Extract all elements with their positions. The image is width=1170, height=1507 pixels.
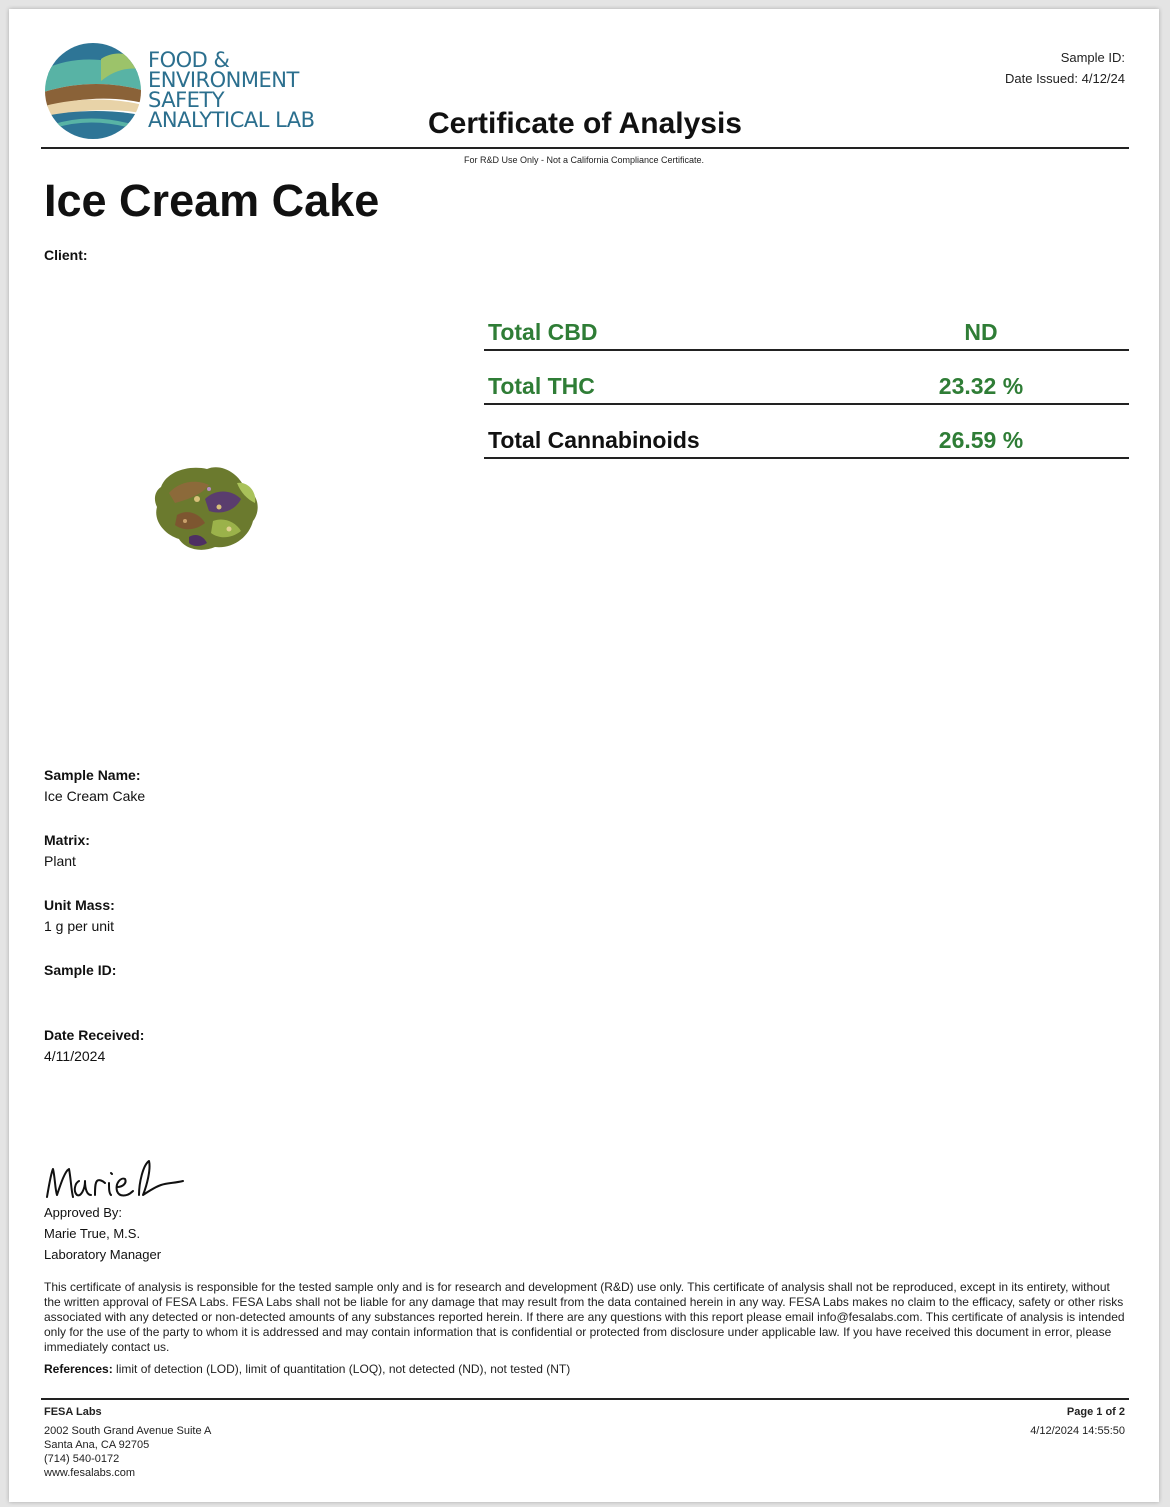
product-name: Ice Cream Cake: [44, 175, 380, 226]
signature: [43, 1155, 188, 1207]
product-photo: [149, 459, 264, 554]
unit-mass-field: Unit Mass: 1 g per unit: [44, 897, 115, 934]
footer-website[interactable]: www.fesalabs.com: [44, 1467, 136, 1479]
sample-name-field: Sample Name: Ice Cream Cake: [44, 767, 146, 804]
matrix-field: Matrix: Plant: [44, 832, 90, 869]
header-date-issued: Date Issued: 4/12/24: [1005, 71, 1125, 86]
client-label: Client:: [44, 247, 88, 263]
logo-line-2: ENVIRONMENT: [148, 68, 299, 92]
approval-block: [44, 1202, 161, 1265]
total-cbd-row: [484, 304, 1129, 351]
certificate-page: [9, 9, 1159, 1502]
total-cannabinoids-value: 26.59 %: [938, 427, 1024, 453]
approver-title: Laboratory Manager: [44, 1247, 162, 1262]
footer-phone: (714) 540-0172: [44, 1453, 120, 1465]
disclaimer-text: This certificate of analysis is responsible for the tested sample only and is for research and development (R&D) use only. This certificate of analysis shall not be reproduced, except in its entirety, without the written approval of FESA Labs. FESA Labs shall not be liable for any damage that may result from the data contained herein in any way. FESA Labs makes no claim to the efficacy, safety or other risks associated with any detected or non-detected amounts of any substances reported herein. If there are any questions with this report please email info@fesalabs.com. This certificate of analysis is intended only for the use of the party to whom it is addressed and may contain information that is confidential or protected from disclosure under applicable law. If you have received this document in error, please immediately contact us.: [44, 1280, 1125, 1354]
sample-info: [44, 767, 145, 1092]
header-sample-id: Sample ID:: [1060, 50, 1125, 65]
total-cbd-value: ND: [964, 319, 998, 345]
lab-logo-text: [148, 50, 315, 130]
total-thc-value: 23.32 %: [938, 373, 1024, 399]
total-cannabinoids-row: [484, 405, 1129, 459]
total-cannabinoids-label: Total Cannabinoids: [488, 427, 700, 453]
logo-line-4: ANALYTICAL LAB: [148, 108, 315, 132]
footer-address-line1: 2002 South Grand Avenue Suite A: [44, 1425, 212, 1437]
page-number: Page 1 of 2: [1066, 1406, 1125, 1418]
footer-lab-name: FESA Labs: [44, 1406, 102, 1418]
header-meta: [1005, 47, 1125, 89]
footer-address-line2: Santa Ana, CA 92705: [44, 1439, 150, 1451]
approved-by-label: Approved By:: [44, 1205, 123, 1220]
cannabinoid-totals-table: [484, 304, 1129, 459]
references-label: References:: [44, 1362, 113, 1376]
rd-use-note: For R&D Use Only - Not a California Compliance Certificate.: [463, 155, 705, 165]
sample-id-field: Sample ID:: [44, 962, 117, 978]
header-divider: [41, 147, 1129, 149]
references: [44, 1362, 570, 1376]
fesa-logo-icon: [41, 41, 151, 141]
footer-timestamp: 4/12/2024 14:55:50: [1030, 1425, 1125, 1437]
date-received-field: Date Received: 4/11/2024: [44, 1027, 145, 1064]
footer-address: [44, 1405, 211, 1480]
total-thc-label: Total THC: [488, 373, 595, 399]
references-text: limit of detection (LOD), limit of quantitation (LOQ), not detected (ND), not tested (NT): [116, 1362, 571, 1376]
footer-divider: [41, 1398, 1129, 1400]
total-cbd-label: Total CBD: [488, 319, 598, 345]
logo-line-1: FOOD &: [148, 48, 230, 72]
total-thc-row: [484, 351, 1129, 405]
approver-name: Marie True, M.S.: [44, 1226, 141, 1241]
footer-page-info: [1030, 1405, 1125, 1438]
logo-line-3: SAFETY: [148, 88, 225, 112]
certificate-title: Certificate of Analysis: [428, 107, 742, 140]
